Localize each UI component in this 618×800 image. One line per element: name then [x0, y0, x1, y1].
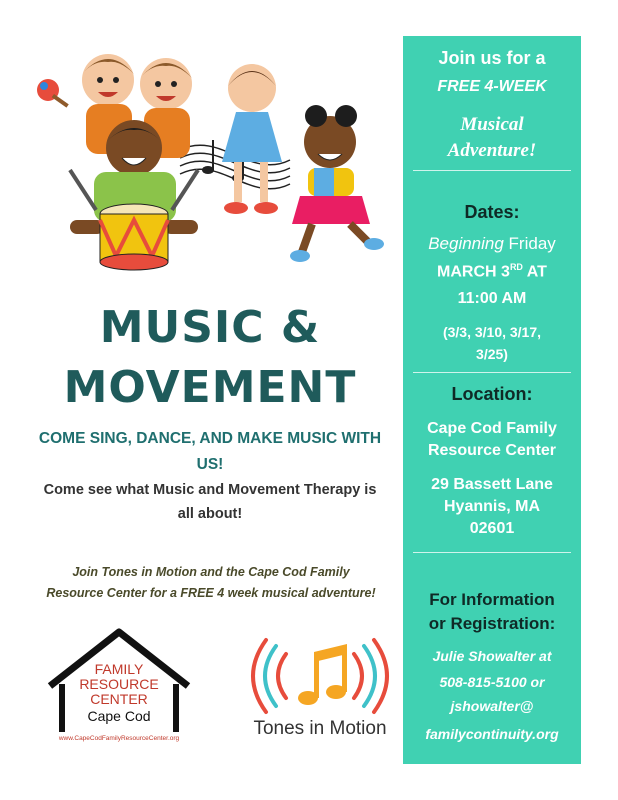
headline-line-2: MOVEMENT	[63, 362, 357, 413]
panel-intro-4: Adventure!	[447, 140, 537, 161]
divider	[413, 552, 571, 553]
address-line-3: 02601	[469, 520, 515, 537]
divider	[413, 170, 571, 171]
drum-icon	[100, 204, 168, 270]
dates-month-line	[403, 262, 581, 281]
dates-list-2: 3/25)	[476, 346, 508, 362]
child-figure	[290, 105, 384, 262]
dates-start-line	[403, 234, 581, 254]
logo-frc-place: Cape Cod	[87, 708, 151, 724]
location-name-1: Cape Cod Family	[427, 420, 557, 437]
contact-website-link[interactable]: familycontinuity.org	[425, 726, 559, 742]
dates-at: AT	[522, 263, 547, 281]
logo-frc-line-1: FAMILY	[94, 661, 144, 677]
invitation-text: Join Tones in Motion and the Cape Cod Family Resource Center for a FREE 4 week musical adventure!	[46, 565, 376, 600]
maraca-icon	[37, 79, 69, 108]
contact-email[interactable]: jshowalter@	[450, 698, 534, 714]
dates-month: MARCH 3	[437, 263, 510, 281]
dates-list-1: (3/3, 3/10, 3/17,	[442, 324, 542, 340]
kids-illustration	[30, 30, 390, 280]
dates-heading: Dates:	[464, 202, 520, 222]
dates-beginning: Beginning	[428, 234, 504, 253]
info-heading-1: For Information	[429, 590, 555, 609]
location-name-2: Resource Center	[427, 442, 557, 459]
address-line-2: Hyannis, MA	[443, 498, 540, 515]
info-panel	[403, 36, 581, 764]
child-figure	[222, 64, 282, 214]
headline-line-1: MUSIC &	[99, 302, 321, 353]
dates-day: Friday	[503, 234, 556, 253]
panel-intro-3: Musical	[460, 114, 524, 135]
music-note-icon	[298, 644, 347, 705]
location-heading: Location:	[451, 384, 533, 404]
contact-name: Julie Showalter at	[432, 648, 552, 664]
address-line-1: 29 Bassett Lane	[431, 476, 553, 493]
tagline: COME SING, DANCE, AND MAKE MUSIC WITH US!	[38, 430, 382, 473]
divider	[413, 372, 571, 373]
logo-frc-url: www.CapeCodFamilyResourceCenter.org	[58, 735, 180, 742]
logo-frc-line-3: CENTER	[90, 691, 148, 707]
tones-in-motion-name: Tones in Motion	[253, 718, 387, 739]
panel-intro-1: Join us for a	[438, 48, 546, 68]
family-resource-center-logo	[44, 628, 194, 748]
contact-phone[interactable]: 508-815-5100 or	[439, 674, 545, 690]
info-heading-2: or Registration:	[428, 614, 556, 633]
panel-intro-2: FREE 4-WEEK	[437, 78, 547, 95]
dates-ordinal: RD	[509, 262, 523, 272]
logo-frc-line-2: RESOURCE	[79, 676, 159, 692]
subtitle: Come see what Music and Movement Therapy is all about!	[43, 482, 377, 522]
dates-time: 11:00 AM	[457, 290, 527, 307]
